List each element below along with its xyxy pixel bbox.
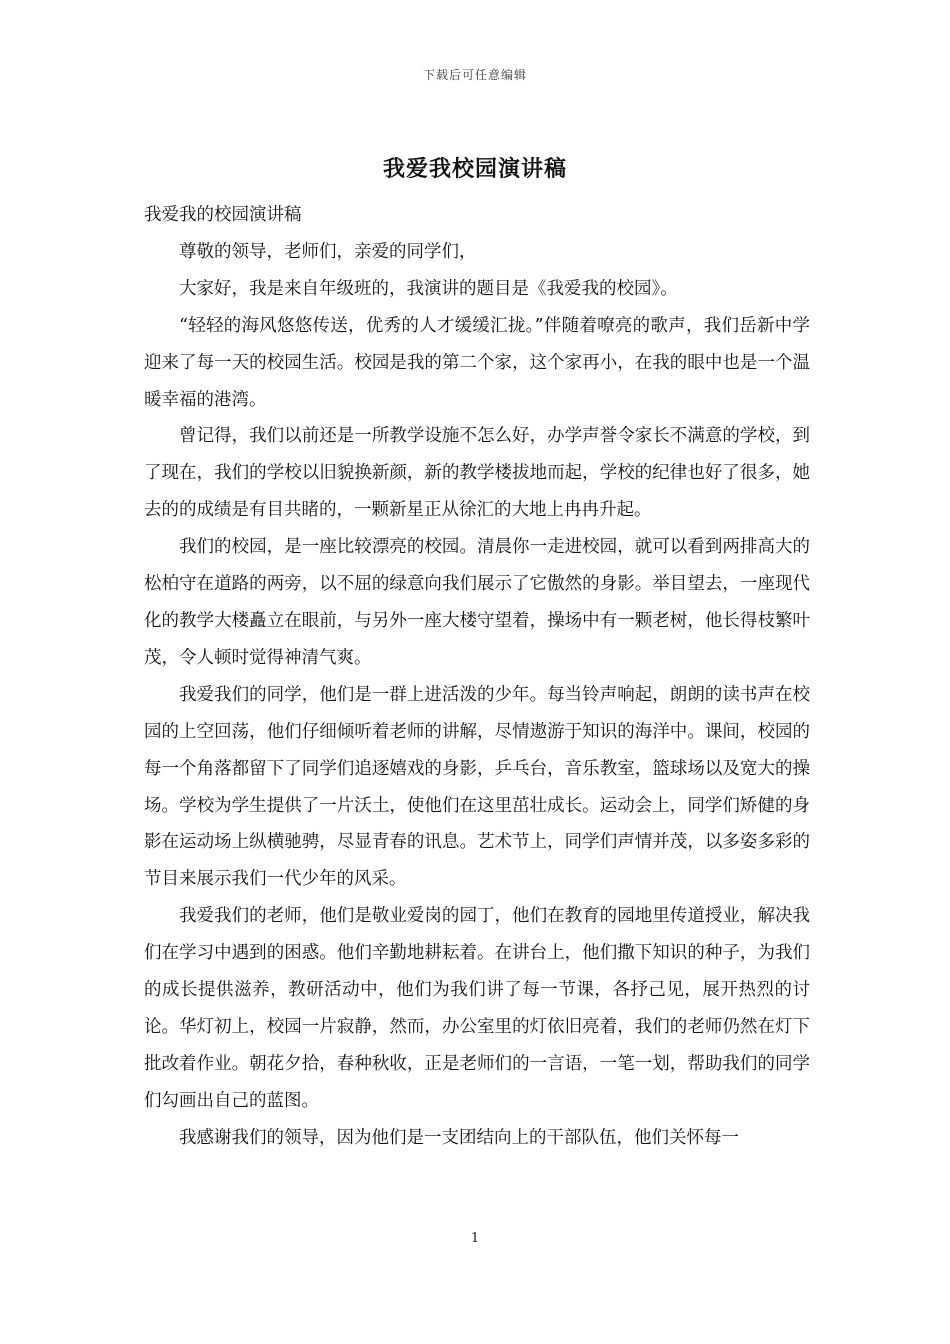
- document-subtitle: 我爱我的校园演讲稿: [144, 205, 302, 225]
- paragraph-salutation: 尊敬的领导，老师们，亲爱的同学们，: [179, 241, 477, 262]
- document-title: 我爱我校园演讲稿: [382, 156, 567, 182]
- paragraph-song: “轻轻的海风悠悠传送，优秀的人才缓缓汇拢。”伴随着嘹亮的歌声，我们岳新中学迎来了每一天的校园生活。校园是我的第二个家，这个家再小，在我的眼中也是一个温暖幸福的港湾。: [144, 315, 810, 410]
- document-body: [144, 197, 810, 1157]
- paragraph-greeting: 大家好，我是来自年级班的，我演讲的题目是《我爱我的校园》。: [179, 278, 678, 299]
- paragraph-leaders: 我感谢我们的领导，因为他们是一支团结向上的干部队伍，他们关怀每一: [179, 1127, 739, 1148]
- page-number: 1: [470, 1231, 480, 1246]
- paragraph-classmates: 我爱我们的同学，他们是一群上进活泼的少年。每当铃声响起，朗朗的读书声在校园的上空回荡，他们仔细倾听着老师的讲解，尽情遨游于知识的海洋中。课间，校园的每一个角落都留下了同学们追逐嬉戏的身影，乒乓台，音乐教室，篮球场以及宽大的操场。学校为学生提供了一片沃土，使他们在这里茁壮成长。运动会上，同学们矫健的身影在运动场上纵横驰骋，尽显青春的讯息。艺术节上，同学们声情并茂，以多姿多彩的节目来展示我们一代少年的风采。: [144, 684, 810, 890]
- paragraph-campus: 我们的校园，是一座比较漂亮的校园。清晨你一走进校园，就可以看到两排高大的松柏守在道路的两旁，以不屈的绿意向我们展示了它傲然的身影。举目望去，一座现代化的教学大楼矗立在眼前，与另外一座大楼守望着，操场中有一颗老树，他长得枝繁叶茂，令人顿时觉得神清气爽。: [144, 537, 810, 668]
- paragraph-teachers: 我爱我们的老师，他们是敬业爱岗的园丁，他们在教育的园地里传道授业，解决我们在学习中遇到的困惑。他们辛勤地耕耘着。在讲台上，他们撒下知识的种子，为我们的成长提供滋养，教研活动中，他们为我们讲了每一节课，各抒己见，展开热烈的讨论。华灯初上，校园一片寂静，然而，办公室里的灯依旧亮着，我们的老师仍然在灯下批改着作业。朝花夕拾，春种秋收，正是老师们的一言语，一笔一划，帮助我们的同学们勾画出自己的蓝图。: [144, 906, 810, 1111]
- header-note: 下载后可任意编辑: [422, 68, 527, 82]
- paragraph-history: 曾记得，我们以前还是一所教学设施不怎么好，办学声誉令家长不满意的学校，到了现在，我们的学校以旧貌换新颜，新的教学楼拔地而起，学校的纪律也好了很多，她去的的成绩是有目共睹的，一颗新星正从徐汇的大地上冉冉升起。: [144, 426, 810, 521]
